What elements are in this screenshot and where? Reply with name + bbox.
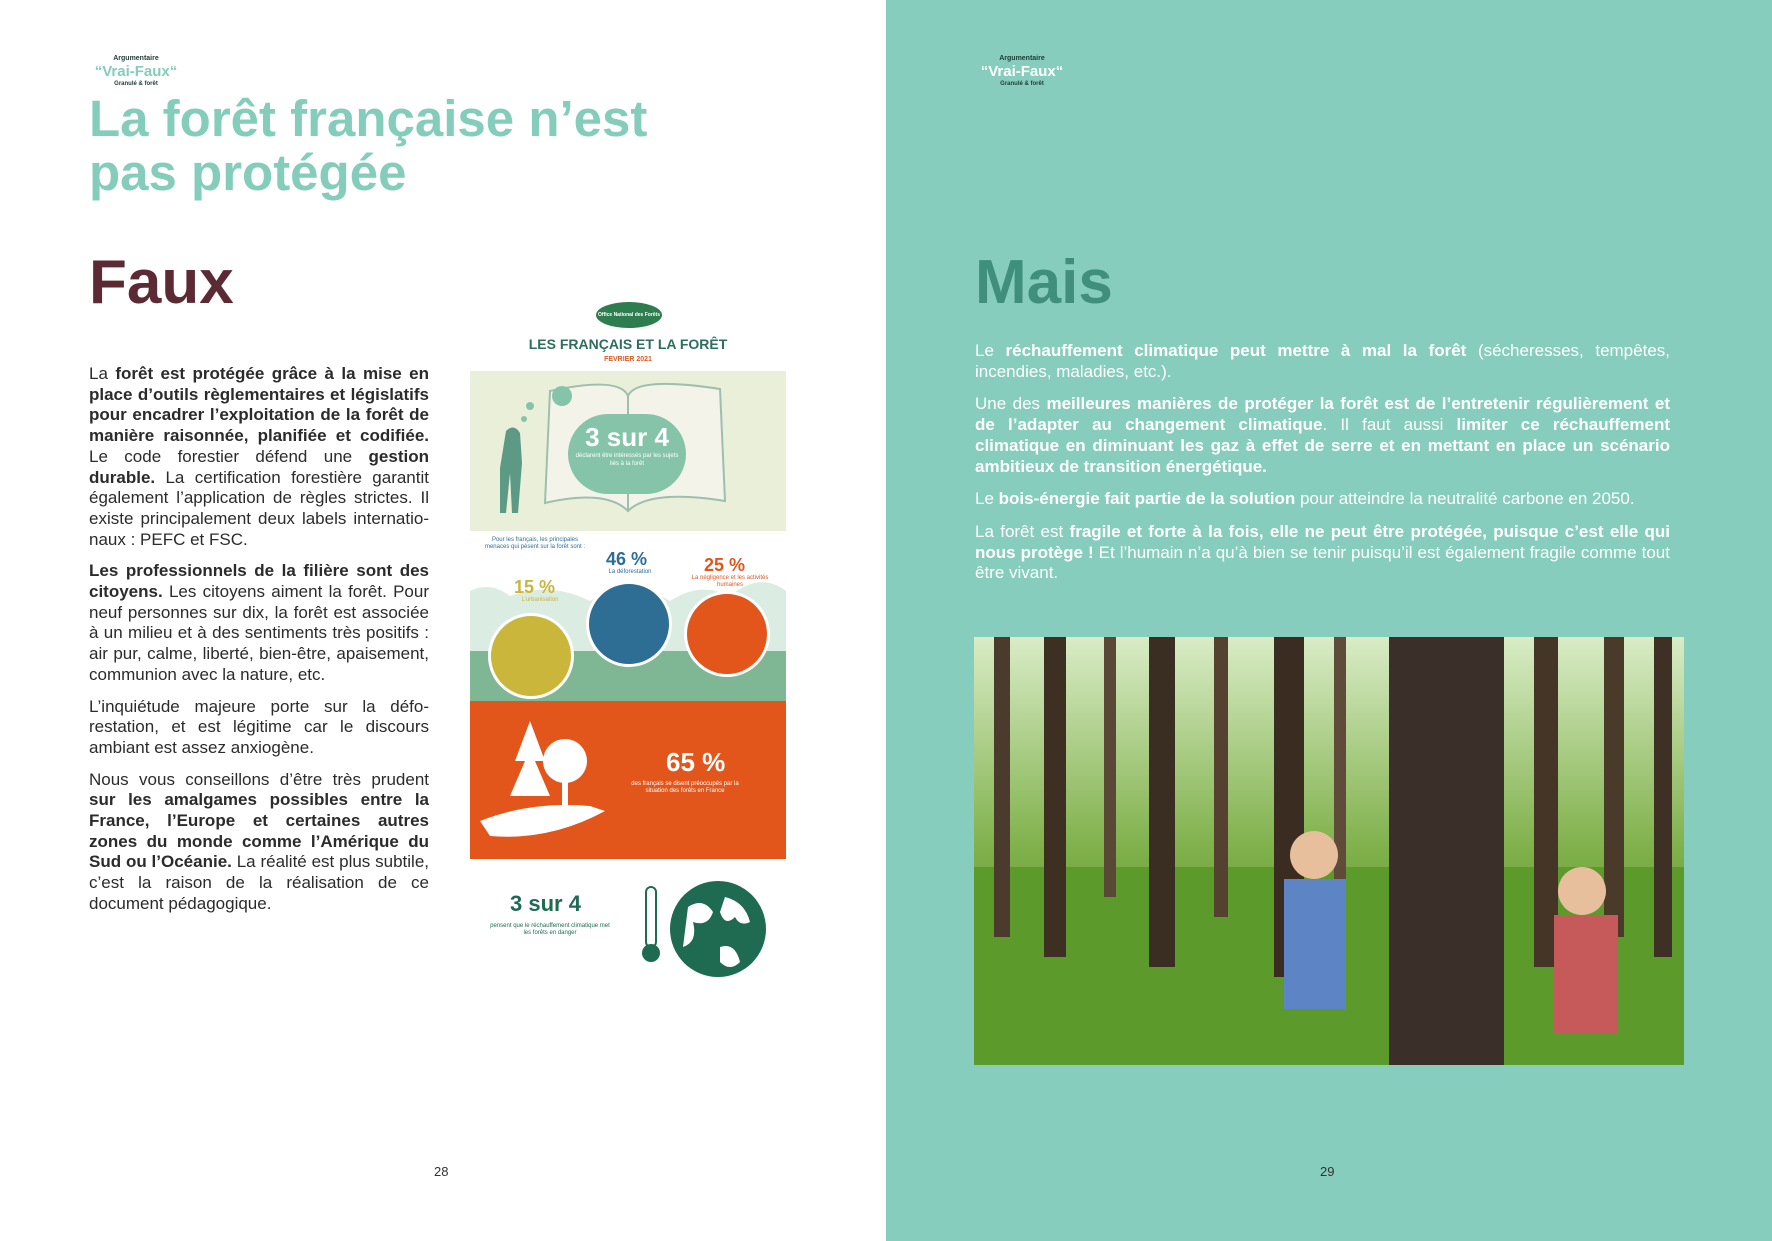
infographic-date: FEVRIER 2021 bbox=[604, 356, 652, 363]
infographic-panel-interest bbox=[470, 371, 786, 531]
stat-climate-value: 3 sur 4 bbox=[510, 891, 581, 916]
left-paragraph-3 bbox=[89, 697, 429, 759]
bold-text: fragile et forte à la fois, elle ne peut être protégée, puisque c’est elle qui nous protège ! bbox=[975, 521, 1670, 562]
body-text-right bbox=[975, 341, 1670, 596]
person-icon bbox=[500, 427, 522, 513]
bold-text: forêt est protégée grâce à la mise en place d’outils règlementaires et législatifs pour encadrer l’exploitation de la forêt de manière raisonnée, planifiée et codifiée. bbox=[89, 364, 429, 446]
text: pour atteindre la neutralité carbone en 2050. bbox=[1295, 489, 1635, 509]
litter-icon bbox=[684, 591, 770, 677]
building-icon bbox=[488, 613, 574, 699]
page-number: 28 bbox=[434, 1164, 449, 1179]
stat-interest-caption: déclarent être intéressés par les sujets liés à la forêt bbox=[575, 453, 679, 467]
child-right-head bbox=[1558, 867, 1606, 915]
child-left-head bbox=[1290, 831, 1338, 879]
brand-main: “Vrai-Faux“ bbox=[980, 63, 1064, 80]
stat-interest-value: 3 sur 4 bbox=[585, 422, 669, 452]
text: Une des bbox=[975, 394, 1047, 414]
bold-text: réchauffement climatique peut mettre à mal la forêt bbox=[1005, 341, 1467, 360]
right-paragraph-1 bbox=[975, 341, 1670, 382]
bold-text: limiter ce réchauffement climatique en diminuant les gaz à effet de serre et en mettant en place un scénario ambitieux de transition énergétique. bbox=[975, 415, 1670, 476]
text: La forêt est bbox=[975, 521, 1070, 541]
brand-top: Argumentaire bbox=[113, 55, 159, 62]
stat-climate-caption: pensent que le réchauffement climatique met les forêts en danger bbox=[490, 923, 610, 936]
text: L’inquiétude majeure porte sur la déforestation, et est légitime car le discours ambiant est assez anxiogène. bbox=[89, 696, 429, 757]
threat-pct-urbanisation: 15 % bbox=[514, 577, 556, 597]
threat-label-negligence: La négligence et les activités humaines bbox=[691, 575, 769, 588]
text: La réalité est plus subtile, c’est la raison de la réalisation de ce document pédagogique. bbox=[89, 852, 429, 913]
text: . Il faut aussi bbox=[1322, 415, 1457, 435]
brand-main: “Vrai-Faux“ bbox=[94, 63, 178, 80]
stat-interest bbox=[568, 414, 686, 494]
left-paragraph-2 bbox=[89, 561, 429, 685]
threat-label-deforestation: La déforestation bbox=[608, 569, 652, 575]
verdict-heading: Mais bbox=[975, 248, 1113, 317]
threat-label-urbanisation: L’urbanisation bbox=[521, 597, 559, 603]
bold-text: gestion durable. bbox=[89, 446, 429, 487]
page-title bbox=[89, 92, 809, 200]
brand-top: Argumentaire bbox=[999, 55, 1045, 62]
right-paragraph-2 bbox=[975, 394, 1670, 477]
text: Le bbox=[975, 489, 999, 509]
bold-text: sur les amalgames possibles entre la France, l’Europe et certaines autres zones du monde comme l’Amérique du Sud ou l’Océanie. bbox=[89, 790, 429, 872]
threat-pct-deforestation: 46 % bbox=[606, 549, 648, 569]
text: Le bbox=[975, 341, 1006, 360]
text: Nous vous conseillons d’être très prudent bbox=[89, 769, 429, 789]
onf-logo: Office National des Forêts bbox=[596, 302, 662, 328]
text: Le code forestier défend une bbox=[89, 446, 369, 466]
text: La bbox=[89, 364, 116, 383]
page-number: 29 bbox=[1320, 1164, 1335, 1179]
brand-sub: Granulé & forêt bbox=[114, 81, 158, 87]
title-line-1: La forêt française n’est bbox=[89, 90, 648, 147]
left-paragraph-4 bbox=[89, 770, 429, 915]
stumps-icon bbox=[586, 581, 672, 667]
bold-text: bois-énergie fait partie de la solution bbox=[998, 489, 1296, 509]
right-paragraph-4 bbox=[975, 522, 1670, 584]
brand-logo bbox=[967, 55, 1077, 87]
text: La certification forestière garantit également l’application de règles strictes. Il existe principalement deux labels internationaux : PEFC et FSC. bbox=[89, 467, 429, 549]
infographic-panel-threats bbox=[470, 531, 786, 701]
bold-text: meilleures manières de protéger la forêt est de l’entretenir régulièrement et de l’adapter au changement climatique bbox=[975, 394, 1671, 435]
child-right-body bbox=[1554, 915, 1618, 1033]
child-left-body bbox=[1284, 879, 1346, 1009]
text: (sécheresses, tempêtes, incendies, maladies, etc.). bbox=[975, 341, 1670, 381]
title-line-2: pas protégée bbox=[89, 144, 407, 201]
infographic-panel-climate bbox=[470, 859, 786, 1010]
page-right bbox=[886, 0, 1772, 1241]
body-text-left bbox=[89, 364, 429, 926]
threat-pct-negligence: 25 % bbox=[704, 555, 746, 575]
hand-forest-icon bbox=[470, 701, 610, 859]
bold-text: Les professionnels de la filière sont des citoyens. bbox=[89, 561, 429, 602]
infographic-panel-concern bbox=[470, 701, 786, 859]
globe-thermometer-icon bbox=[640, 877, 770, 997]
left-paragraph-1 bbox=[89, 364, 429, 550]
verdict-heading: Faux bbox=[89, 248, 234, 317]
stat-concern-value: 65 % bbox=[666, 747, 726, 777]
right-paragraph-3 bbox=[975, 489, 1670, 510]
brand-sub: Granulé & forêt bbox=[1000, 81, 1044, 87]
infographic bbox=[470, 300, 786, 1010]
threats-intro: Pour les français, les principales menaces qui pèsent sur la forêt sont : bbox=[484, 537, 586, 550]
forest-children-photo bbox=[974, 637, 1684, 1065]
text: Et l’humain n’a qu’à bien se tenir puisqu’il est également fragile comme tout être vivant. bbox=[975, 542, 1670, 583]
stat-concern-caption: des français se disent préoccupés par la situation des forêts en France bbox=[631, 781, 739, 794]
brand-logo bbox=[81, 55, 191, 87]
text: Les citoyens aiment la forêt. Pour neuf personnes sur dix, la forêt est associée à un milieu et à des sentiments très positifs : air pur, calme, liberté, bien-être, apaisement, communion avec la nature, etc. bbox=[89, 582, 429, 684]
infographic-title: LES FRANÇAIS ET LA FORÊT bbox=[528, 336, 728, 352]
